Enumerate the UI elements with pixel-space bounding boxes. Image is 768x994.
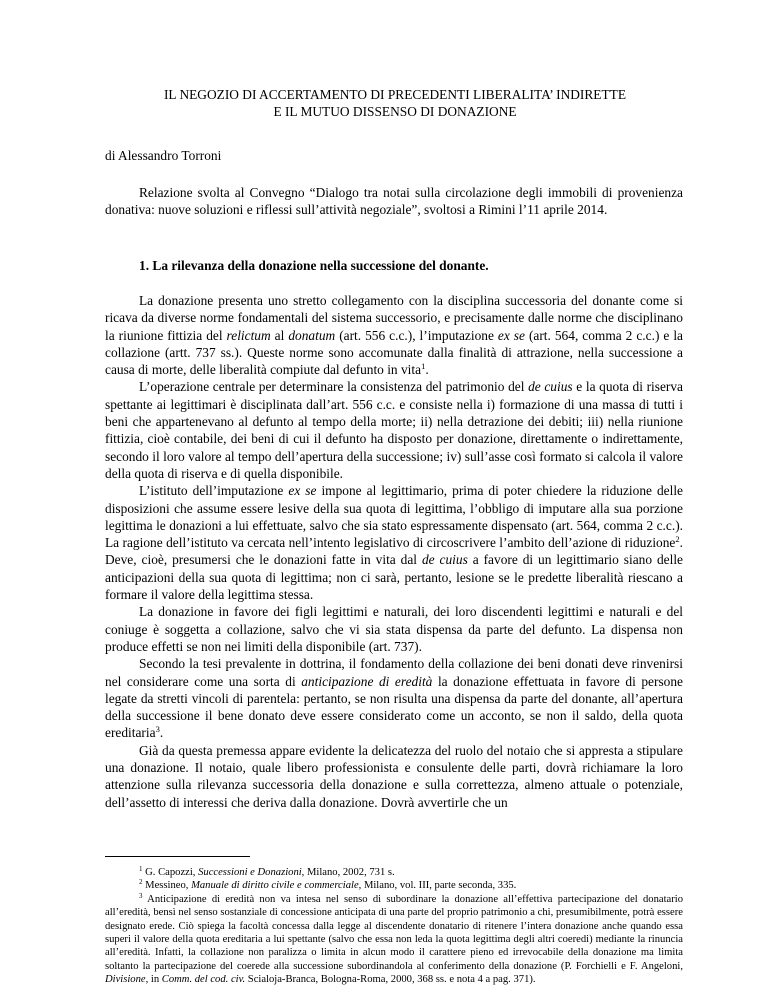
- footnote: $^1$ G. Capozzi, Successioni e Donazioni, Milano, 2002, 731 s.: [139, 865, 395, 878]
- author-line: di Alessandro Torroni: [105, 148, 222, 163]
- paragraph: L’operazione centrale per determinare la consistenza del patrimonio del de cuius e la quota di riserva spettante ai legittimari è disciplinata dall’art. 556 c.c. e consiste nella i) formazione di una massa di tutti i beni che appartenevano al defunto al tempo della morte; ii) nella detrazione dei debiti; iii) nella riunione fittizia, cioè contabile, dei beni di cui il defunto ha disposto per donazione, direttamente o indirettamente, secondo il loro valore al tempo dell’apertura della successione; iv) sull’asse così formato si calcola il valore della quota di riserva e di quella disponibile.: [105, 379, 683, 481]
- title-line-2: E IL MUTUO DISSENSO DI DONAZIONE: [273, 104, 517, 120]
- footnotes: [105, 866, 683, 987]
- paragraph: L’istituto dell’imputazione ex se impone al legittimario, prima di poter chiedere la riduzione delle disposizioni che assume essere lesive della sua quota di legittima, l’obbligo di imputare alla sua porzione legittima le donazioni a lui effettuate, salvo che sia stato espressamente dispensato (art. 564, comma 2 c.c.). La ragione dell’istituto va cercata nell’intento legislativo di circoscrivere l’ambito dell’azione di riduzione$^2$. Deve, cioè, presumersi che le donazioni fatte in vita dal de cuius a favore di un legittimario siano delle anticipazioni della sua quota di legittima; non ci sarà, pertanto, lesione se le predette liberalità riescano a formare il valore della legittima stessa.: [105, 483, 683, 603]
- paragraph: La donazione in favore dei figli legittimi e naturali, dei loro discendenti legittimi e naturali e del coniuge è soggetta a collazione, salvo che vi sia stata dispensa da parte del defunto. La dispensa non produce effetti se non nei limiti della disponibile (art. 737).: [105, 604, 683, 654]
- document-title: [105, 86, 685, 121]
- footnote: $^3$ Anticipazione di eredità non va intesa nel senso di subordinare la donazione all’effettiva partecipazione del donatario all’eredità, bensì nel senso sostanziale di concessione anticipata di una parte del proprio patrimonio a chi, presumibilmente, potrà essere designato erede. Ciò spiega la facoltà concessa dalla legge al discendente donatario di ritenere l’intera donazione anche quando essa superi il valore della quota ereditaria a lui spettante (salvo che essa non leda la quota legittima degli altri coeredi) mediante la rinuncia all’eredità. Infatti, la collazione non paralizza o limita in alcun modo il carattere pieno ed irrevocabile della donazione ma limita soltanto la partecipazione del coerede alla successione subordinandola al conferimento della donazione (P. Forchielli e F. Angeloni, Divisione, in Comm. del cod. civ. Scialoja-Branca, Bologna-Roma, 2000, 368 ss. e nota 4 a pag. 371).: [105, 891, 683, 986]
- title-line-1: IL NEGOZIO DI ACCERTAMENTO DI PRECEDENTI LIBERALITA’ INDIRETTE: [163, 87, 627, 102]
- footnote: $^2$ Messineo, Manuale di diritto civile e commerciale, Milano, vol. III, parte seconda, 335.: [139, 878, 517, 892]
- section-heading: 1. La rilevanza della donazione nella successione del donante.: [139, 258, 489, 273]
- paragraph: Già da questa premessa appare evidente la delicatezza del ruolo del notaio che si appresta a stipulare una donazione. Il notaio, quale libero professionista e consulente delle parti, dovrà richiamare la loro attenzione sulla rilevanza successoria della donazione e sulla correttezza, almeno attuale o potenziale, dell’assetto di interessi che deriva dalla donazione. Dovrà avvertirle che un: [105, 742, 683, 810]
- intro-text: Relazione svolta al Convegno “Dialogo tra notai sulla circolazione degli immobili di provenienza donativa: nuove soluzioni e riflessi sull’attività negoziale”, svoltosi a Rimini l’11 aprile 2014.: [105, 185, 683, 218]
- intro-paragraph: [105, 184, 683, 219]
- footnote-separator: [105, 856, 250, 857]
- footnote-ref: 3: [155, 724, 160, 735]
- footnote-ref: 1: [421, 361, 426, 372]
- paragraph: Secondo la tesi prevalente in dottrina, il fondamento della collazione dei beni donati deve rinvenirsi nel considerare come una sorta di anticipazione di eredità la donazione effettuata in favore di persone legate da stretti vincoli di parentela: pertanto, se non risulta una dispensa da parte del donante, all’apertura della successione il bene donato deve essere considerato come un acconto, se non il saldo, della quota ereditaria$^3$.: [105, 656, 683, 741]
- footnote-ref: 2: [675, 534, 680, 545]
- paragraph: La donazione presenta uno stretto collegamento con la disciplina successoria del donante come si ricava da diverse norme fondamentali del sistema successorio, e precisamente dalle norme che disciplinano la riunione fittizia del relictum al donatum (art. 556 c.c.), l’imputazione ex se (art. 564, comma 2 c.c.) e la collazione (artt. 737 ss.). Queste norme sono accomunate dalla finalità di attrazione, nella successione a causa di morte, delle liberalità compiute dal defunto in vita$^1$.: [105, 293, 683, 378]
- body-text: [105, 292, 683, 811]
